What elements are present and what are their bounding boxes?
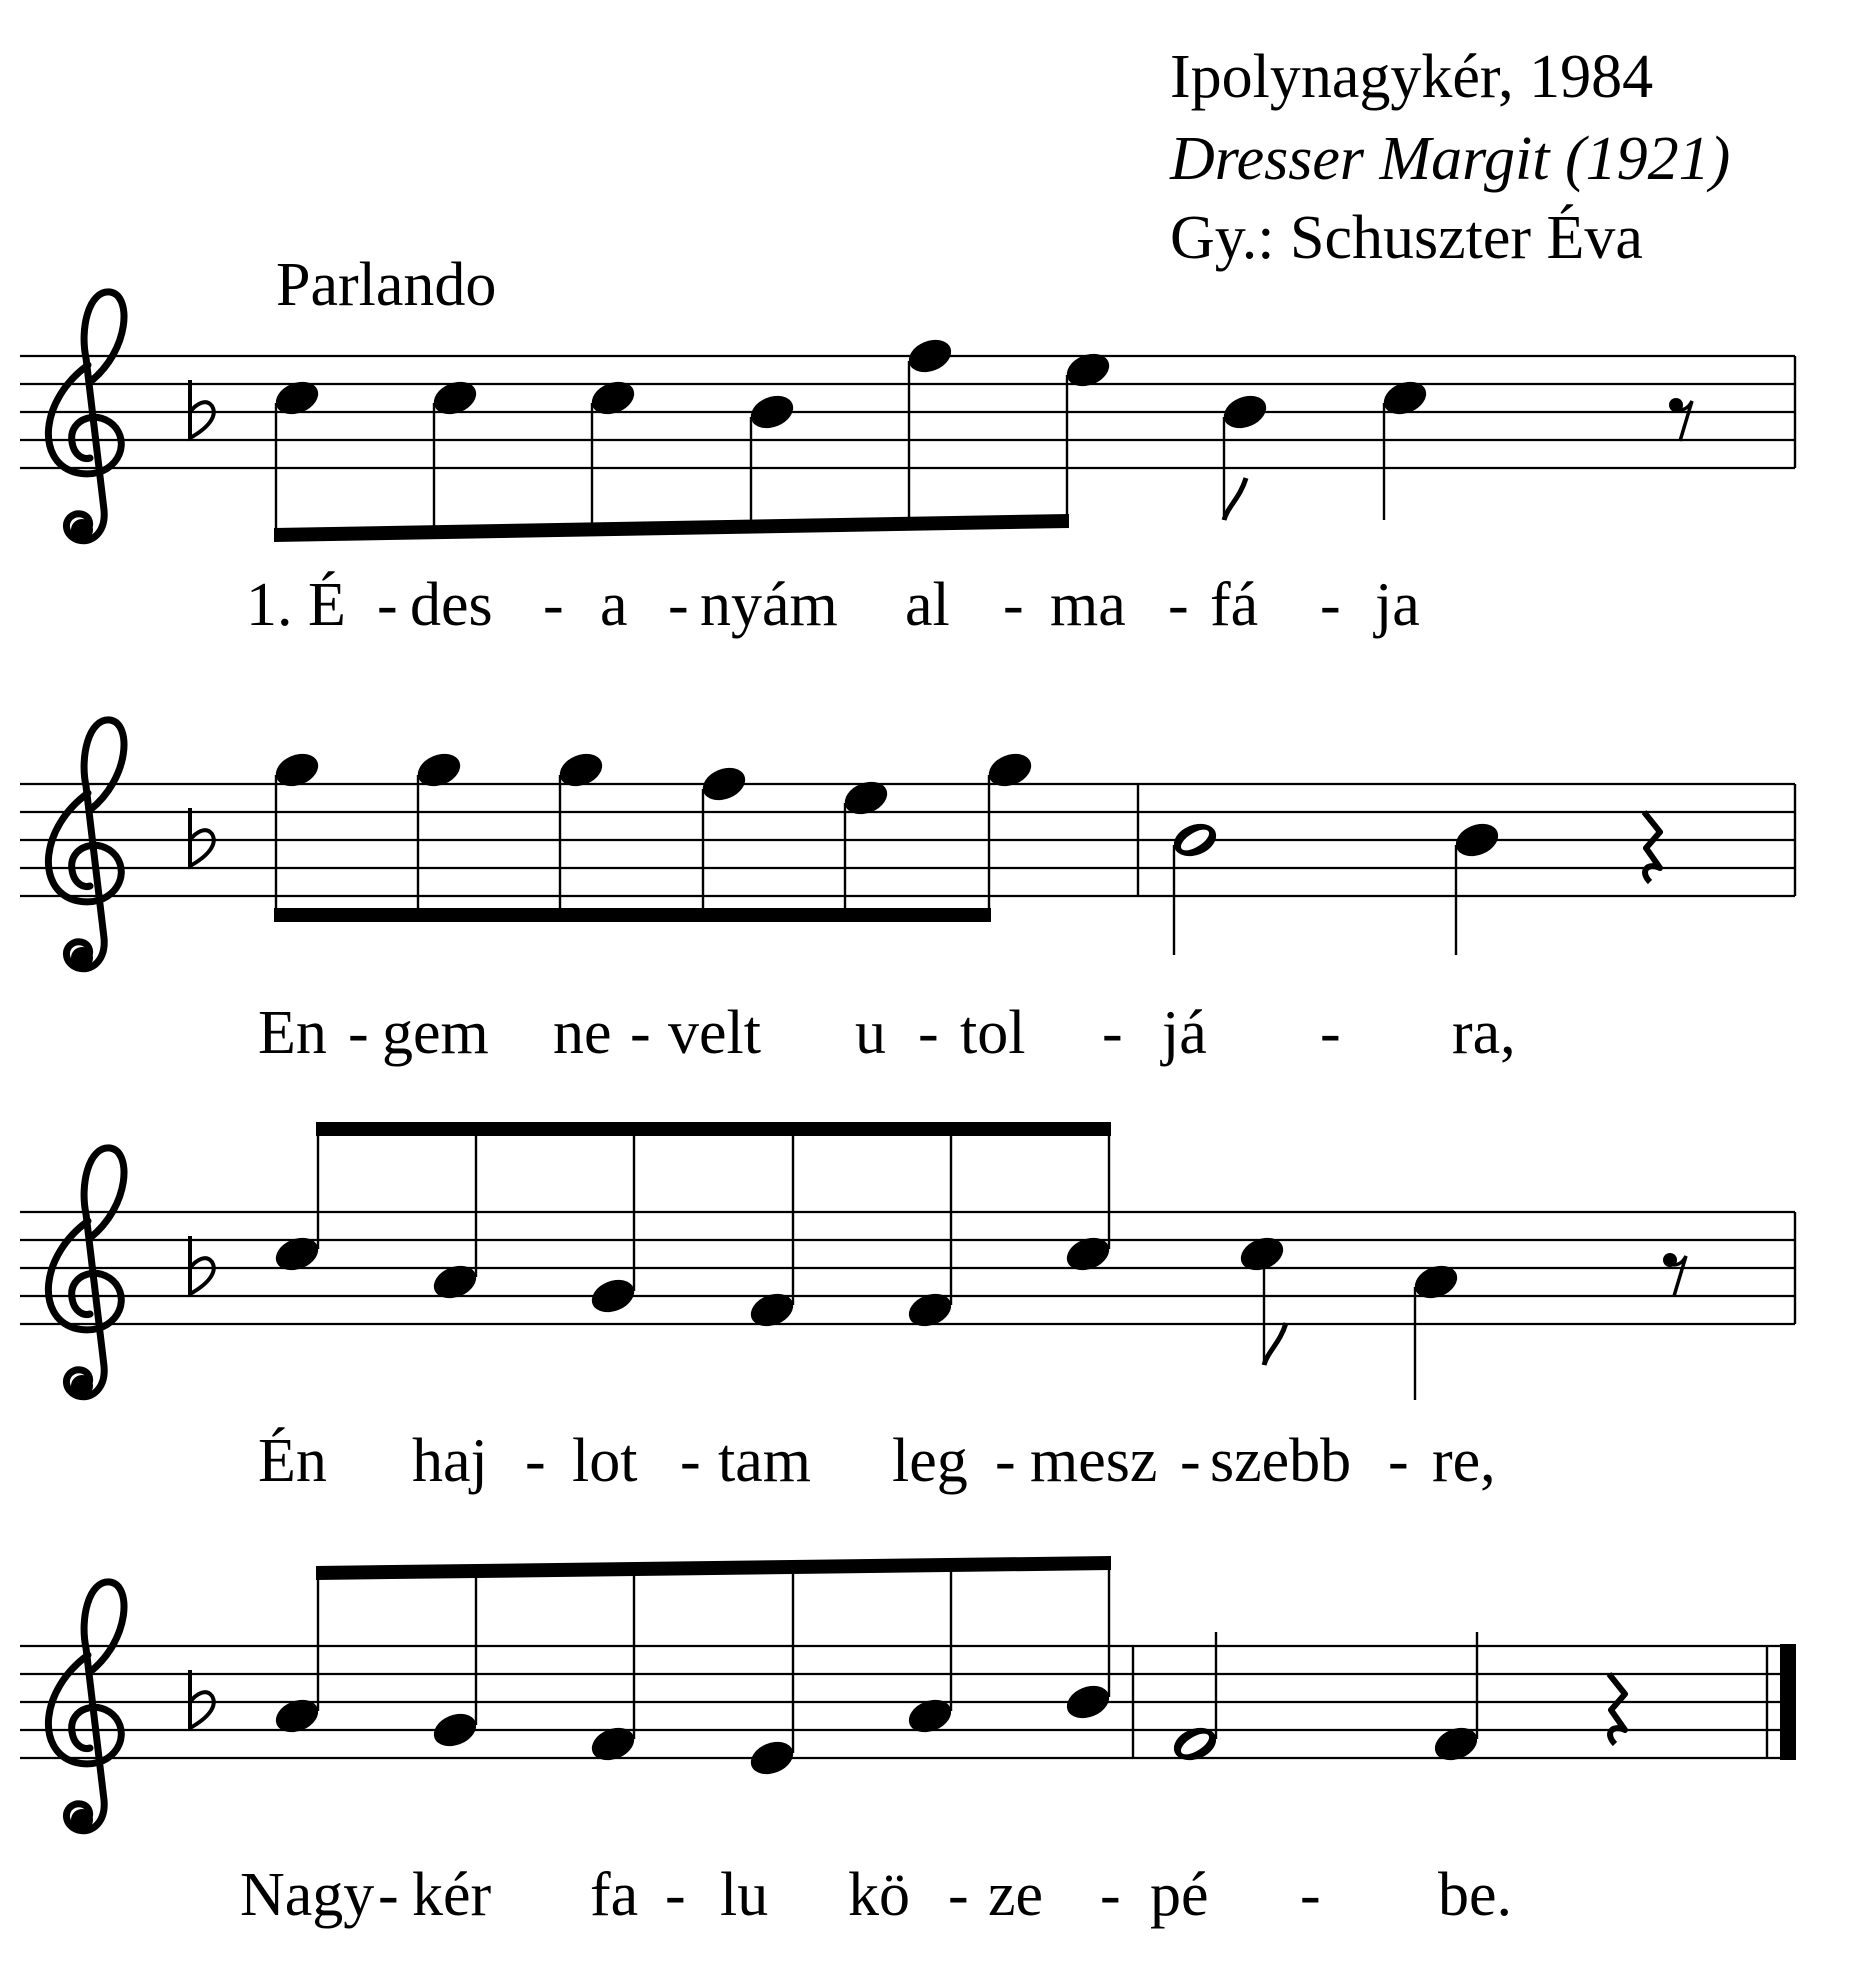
flat-sign-icon xyxy=(190,380,214,438)
flat-sign-icon xyxy=(190,1670,214,1728)
lyric-hyphen: - xyxy=(543,571,564,639)
svg-text:-: - xyxy=(1300,1861,1321,1929)
lyric-syllable: a xyxy=(600,571,628,639)
svg-text:-: - xyxy=(1388,1427,1409,1495)
svg-text:kér: kér xyxy=(412,1861,492,1929)
staff-system-4 xyxy=(20,1556,1796,1831)
svg-text:szebb: szebb xyxy=(1210,1427,1352,1495)
svg-text:tol: tol xyxy=(960,999,1026,1067)
treble-clef-icon xyxy=(48,1582,124,1831)
svg-text:kö: kö xyxy=(848,1861,910,1929)
svg-text:-: - xyxy=(1180,1427,1201,1495)
treble-clef-icon xyxy=(48,1148,124,1397)
treble-clef-icon xyxy=(48,292,124,541)
svg-text:haj: haj xyxy=(412,1427,488,1495)
svg-text:-: - xyxy=(630,999,651,1067)
lyric-syllable: al xyxy=(905,571,950,639)
lyrics-line-4 xyxy=(240,1861,1512,1929)
quarter-rest-icon xyxy=(1644,812,1660,882)
lyrics-line-1 xyxy=(246,571,1420,639)
collector-name: Gy.: Schuszter Éva xyxy=(1170,204,1643,272)
svg-text:-: - xyxy=(665,1861,686,1929)
svg-text:gem: gem xyxy=(382,999,489,1067)
svg-text:velt: velt xyxy=(668,999,761,1067)
lyric-hyphen: - xyxy=(1320,571,1341,639)
lyrics-line-3 xyxy=(258,1427,1496,1495)
staff-system-1 xyxy=(20,292,1795,542)
svg-text:lu: lu xyxy=(720,1861,769,1929)
eighth-rest-icon xyxy=(1663,1253,1686,1296)
svg-text:mesz: mesz xyxy=(1030,1427,1158,1495)
svg-text:-: - xyxy=(948,1861,969,1929)
svg-text:-: - xyxy=(1100,1861,1121,1929)
svg-text:já: já xyxy=(1162,999,1207,1067)
lyric-syllable: nyám xyxy=(700,571,838,639)
svg-text:u: u xyxy=(855,999,886,1067)
svg-text:pé: pé xyxy=(1150,1861,1209,1929)
svg-text:tam: tam xyxy=(718,1427,811,1495)
beam xyxy=(316,1122,1111,1136)
lyric-syllable: ja xyxy=(1375,571,1420,639)
place-year: Ipolynagykér, 1984 xyxy=(1170,43,1654,111)
eighth-rest-icon xyxy=(1669,398,1692,441)
svg-text:fa: fa xyxy=(590,1861,639,1929)
lyrics-line-2 xyxy=(258,999,1516,1067)
tempo-marking: Parlando xyxy=(276,251,497,319)
staff-system-2 xyxy=(20,720,1795,969)
beam xyxy=(274,514,1069,542)
svg-text:-: - xyxy=(1102,999,1123,1067)
svg-text:-: - xyxy=(525,1427,546,1495)
svg-text:-: - xyxy=(378,1861,399,1929)
beam xyxy=(274,908,991,922)
svg-text:re,: re, xyxy=(1432,1427,1496,1495)
lyric-syllable: des xyxy=(410,571,493,639)
lyric-hyphen: - xyxy=(1168,571,1189,639)
svg-text:-: - xyxy=(348,999,369,1067)
svg-text:-: - xyxy=(680,1427,701,1495)
singer-name: Dresser Margit (1921) xyxy=(1170,125,1731,193)
lyric-hyphen: - xyxy=(668,571,689,639)
lyric-syllable: fá xyxy=(1210,571,1259,639)
lyric-syllable: ma xyxy=(1050,571,1126,639)
staff-system-3 xyxy=(20,1122,1795,1400)
svg-text:Nagy: Nagy xyxy=(240,1861,375,1929)
flat-sign-icon xyxy=(190,1236,214,1294)
svg-text:Én: Én xyxy=(258,1427,327,1495)
flat-sign-icon xyxy=(190,808,214,866)
lyric-hyphen: - xyxy=(1003,571,1024,639)
svg-text:-: - xyxy=(995,1427,1016,1495)
treble-clef-icon xyxy=(48,720,124,969)
quarter-rest-icon xyxy=(1609,1674,1625,1744)
svg-text:lot: lot xyxy=(572,1427,638,1495)
svg-text:-: - xyxy=(918,999,939,1067)
beam xyxy=(316,1556,1111,1580)
svg-text:be.: be. xyxy=(1438,1861,1513,1929)
lyric-syllable: 1. É xyxy=(246,571,346,639)
svg-text:ra,: ra, xyxy=(1452,999,1516,1067)
final-barline-thick xyxy=(1780,1644,1796,1760)
svg-text:ne: ne xyxy=(553,999,612,1067)
lyric-hyphen: - xyxy=(377,571,398,639)
svg-text:leg: leg xyxy=(892,1427,968,1495)
svg-text:En: En xyxy=(258,999,327,1067)
svg-text:ze: ze xyxy=(988,1861,1044,1929)
svg-text:-: - xyxy=(1320,999,1341,1067)
